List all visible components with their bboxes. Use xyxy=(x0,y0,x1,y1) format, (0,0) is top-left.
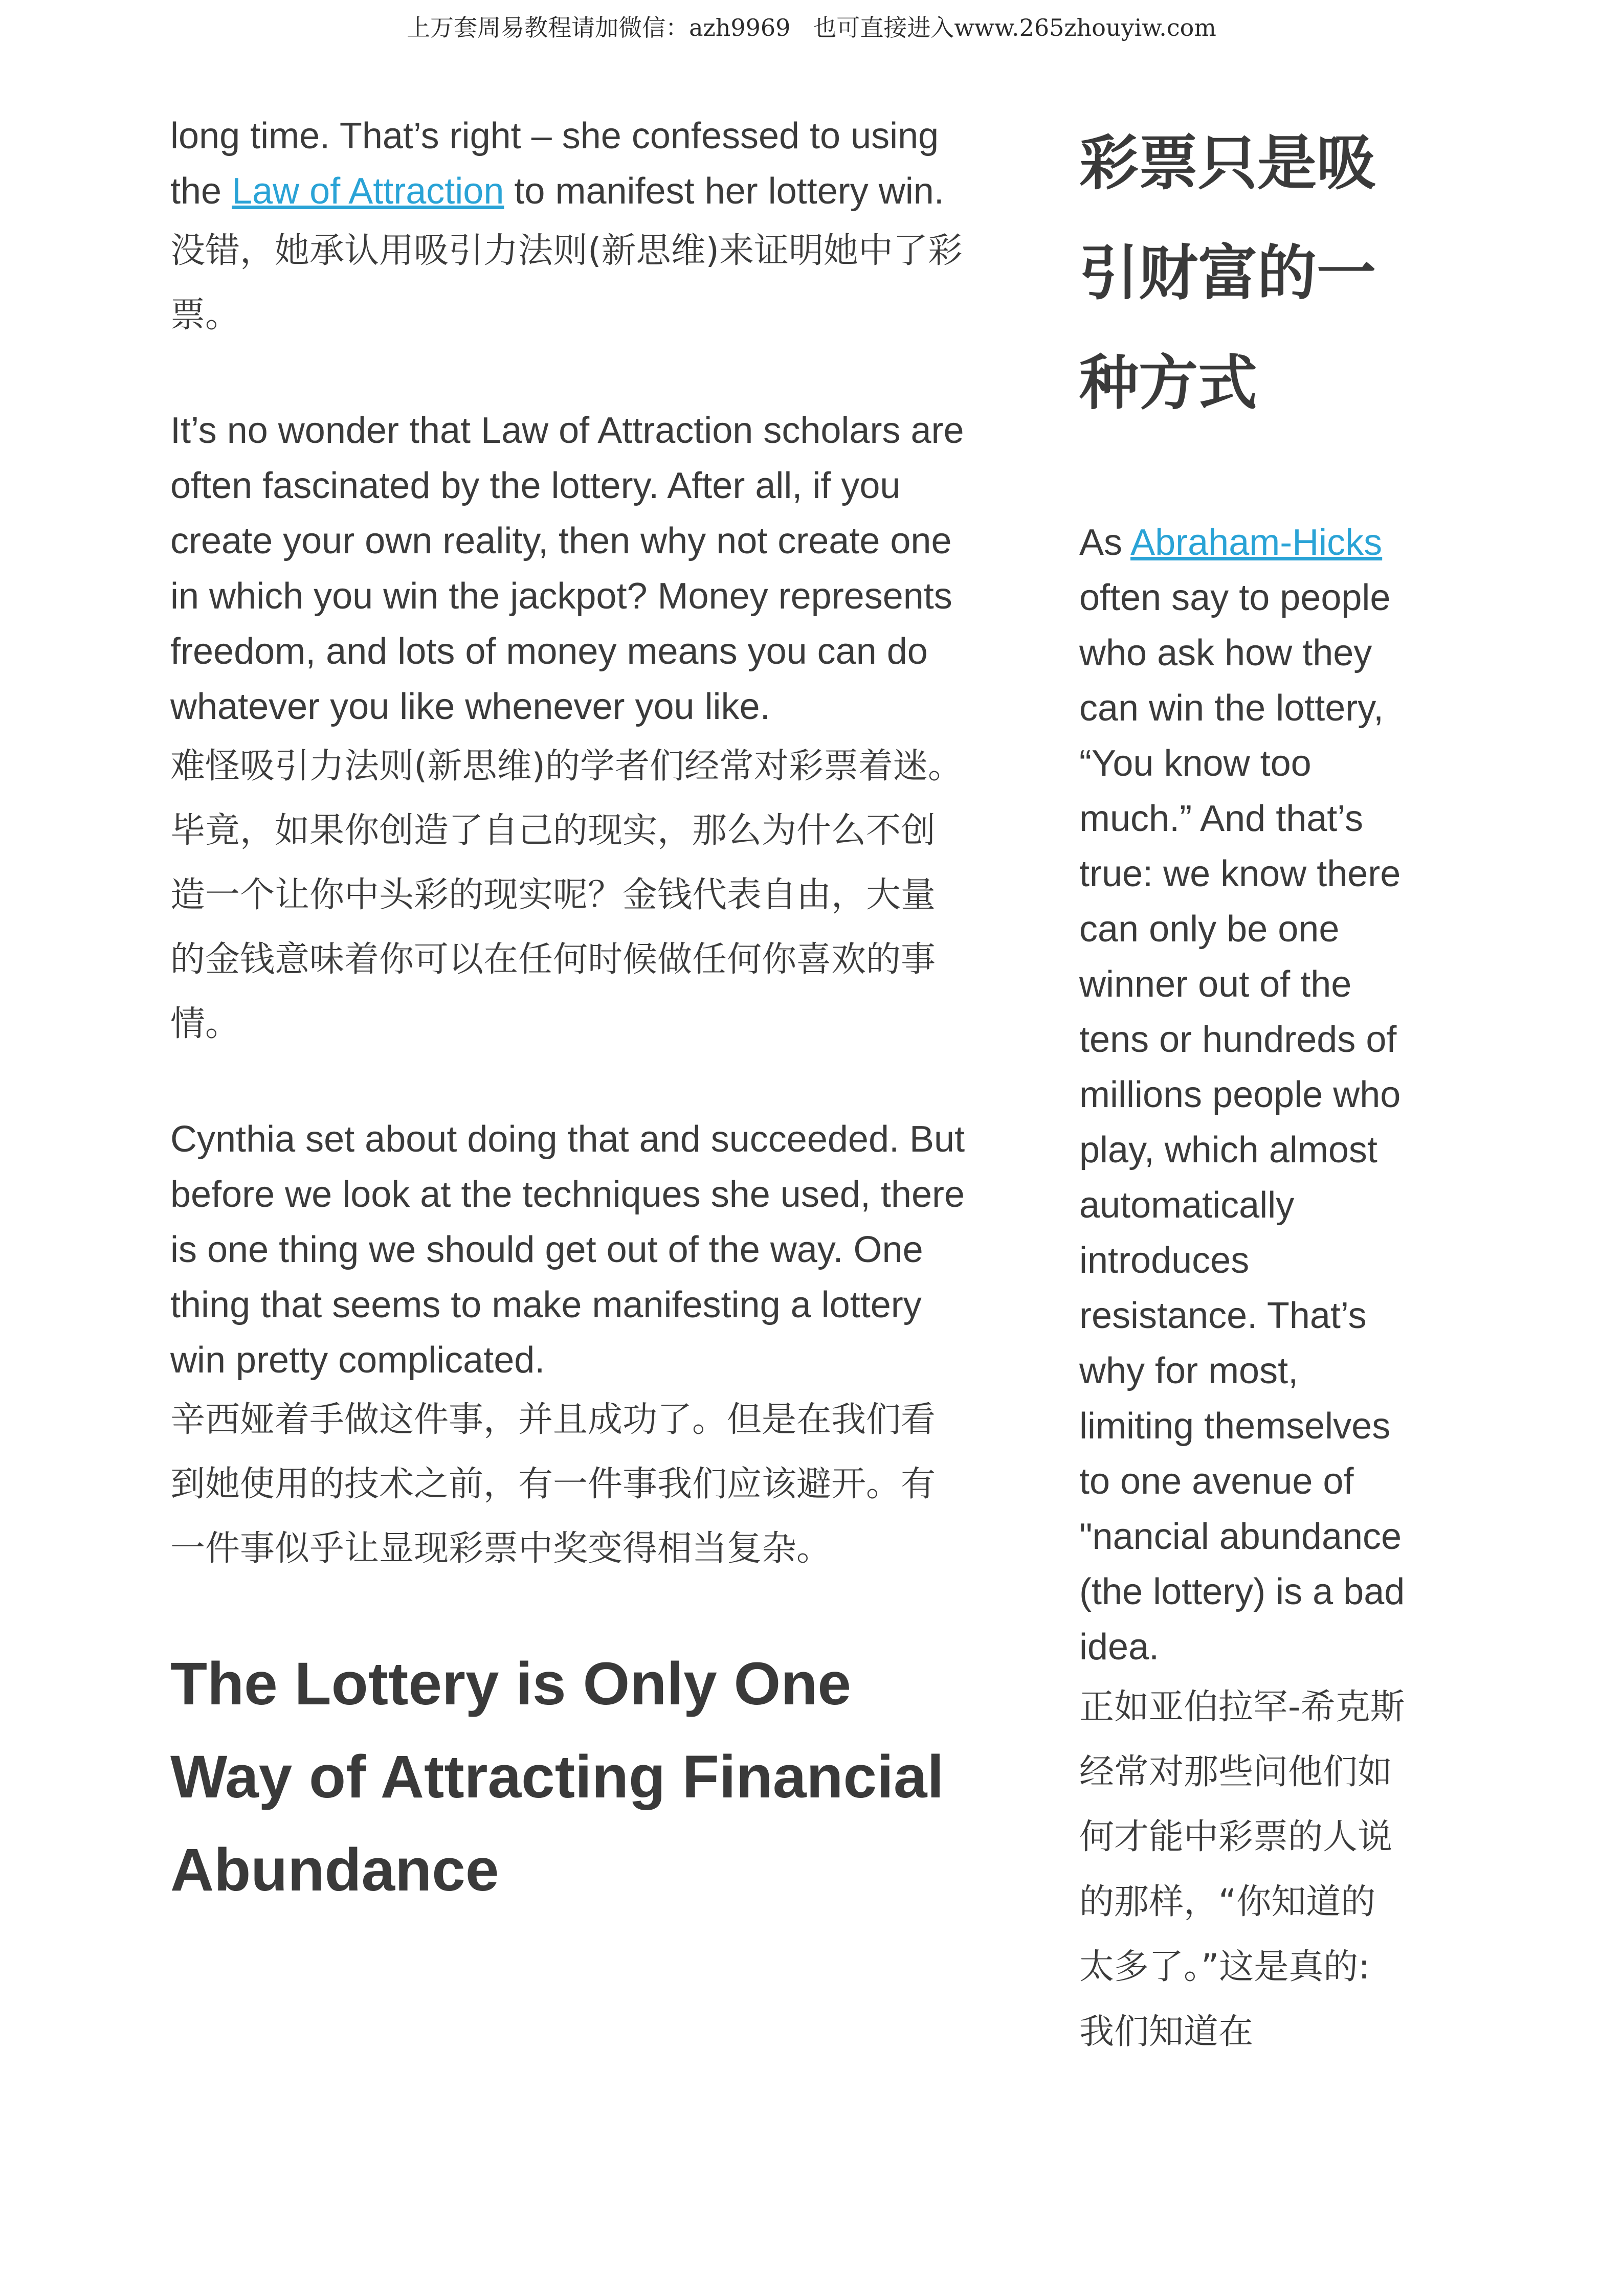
paragraph-2 xyxy=(170,403,968,1056)
paragraph-1-text-before: long time. That’s right – she confessed to using the xyxy=(170,116,939,212)
paragraph-3-chinese: 辛西娅着手做这件事，并且成功了。但是在我们看到她使用的技术之前，有一件事我们应该避开。有一件事似乎让显现彩票中奖变得相当复杂。 xyxy=(170,1400,936,1569)
side-body-chinese: 正如亚伯拉罕-希克斯经常对那些问他们如何才能中彩票的人说的那样，“你知道的太多了。”这是真的: 我们知道在 xyxy=(1079,1687,1405,2052)
law-of-attraction-link[interactable]: Law of Attraction xyxy=(232,171,504,212)
paragraph-1 xyxy=(170,108,968,348)
watermark-header: 上万套周易教程请加微信：azh9969 也可直接进入www.265zhouyiw.com xyxy=(407,14,1216,41)
paragraph-1-chinese: 没错，她承认用吸引力法则(新思维)来证明她中了彩票。 xyxy=(170,231,963,335)
paragraph-2-english: It’s no wonder that Law of Attraction scholars are often fascinated by the lottery. After all, if you create your own reality, then why not create one in which you win the jackpot? Money represents freedom, and lots of money means you can do whatever you like whenever you like. xyxy=(170,410,964,727)
side-heading-chinese: 彩票只是吸引财富的一种方式 xyxy=(1079,129,1376,418)
side-body xyxy=(1079,515,1407,2064)
paragraph-1-english xyxy=(170,108,968,219)
paragraph-2-chinese: 难怪吸引力法则(新思维)的学者们经常对彩票着迷。毕竟，如果你创造了自己的现实，那么为什么不创造一个让你中头彩的现实呢？金钱代表自由，大量的金钱意味着你可以在任何时候做任何你喜欢的事情。 xyxy=(170,746,963,1044)
paragraph-3-english: Cynthia set about doing that and succeeded. But before we look at the techniques she used, there is one thing we should get out of the way. One thing that seems to make manifesting a lottery win pretty complicated. xyxy=(170,1119,965,1381)
side-text-before: As xyxy=(1079,522,1131,563)
section-heading: The Lottery is Only One Way of Attracting Financial Abundance xyxy=(170,1650,944,1904)
abraham-hicks-link[interactable]: Abraham-Hicks xyxy=(1130,522,1383,563)
side-column xyxy=(1079,108,1407,2064)
main-column xyxy=(170,108,968,1917)
side-text-after: often say to people who ask how they can win the lottery, “You know too much.” And that’s true: we know there can only be one winner out of the tens or hundreds of millions people who play, which almost automatically introduces resistance. That’s why for most, limiting themselves to one avenue of "nancial abundance (the lottery) is a bad idea. xyxy=(1079,577,1405,1668)
paragraph-3 xyxy=(170,1112,968,1581)
paragraph-1-text-after: to manifest her lottery win. xyxy=(504,171,944,212)
side-body-english xyxy=(1079,515,1407,1675)
